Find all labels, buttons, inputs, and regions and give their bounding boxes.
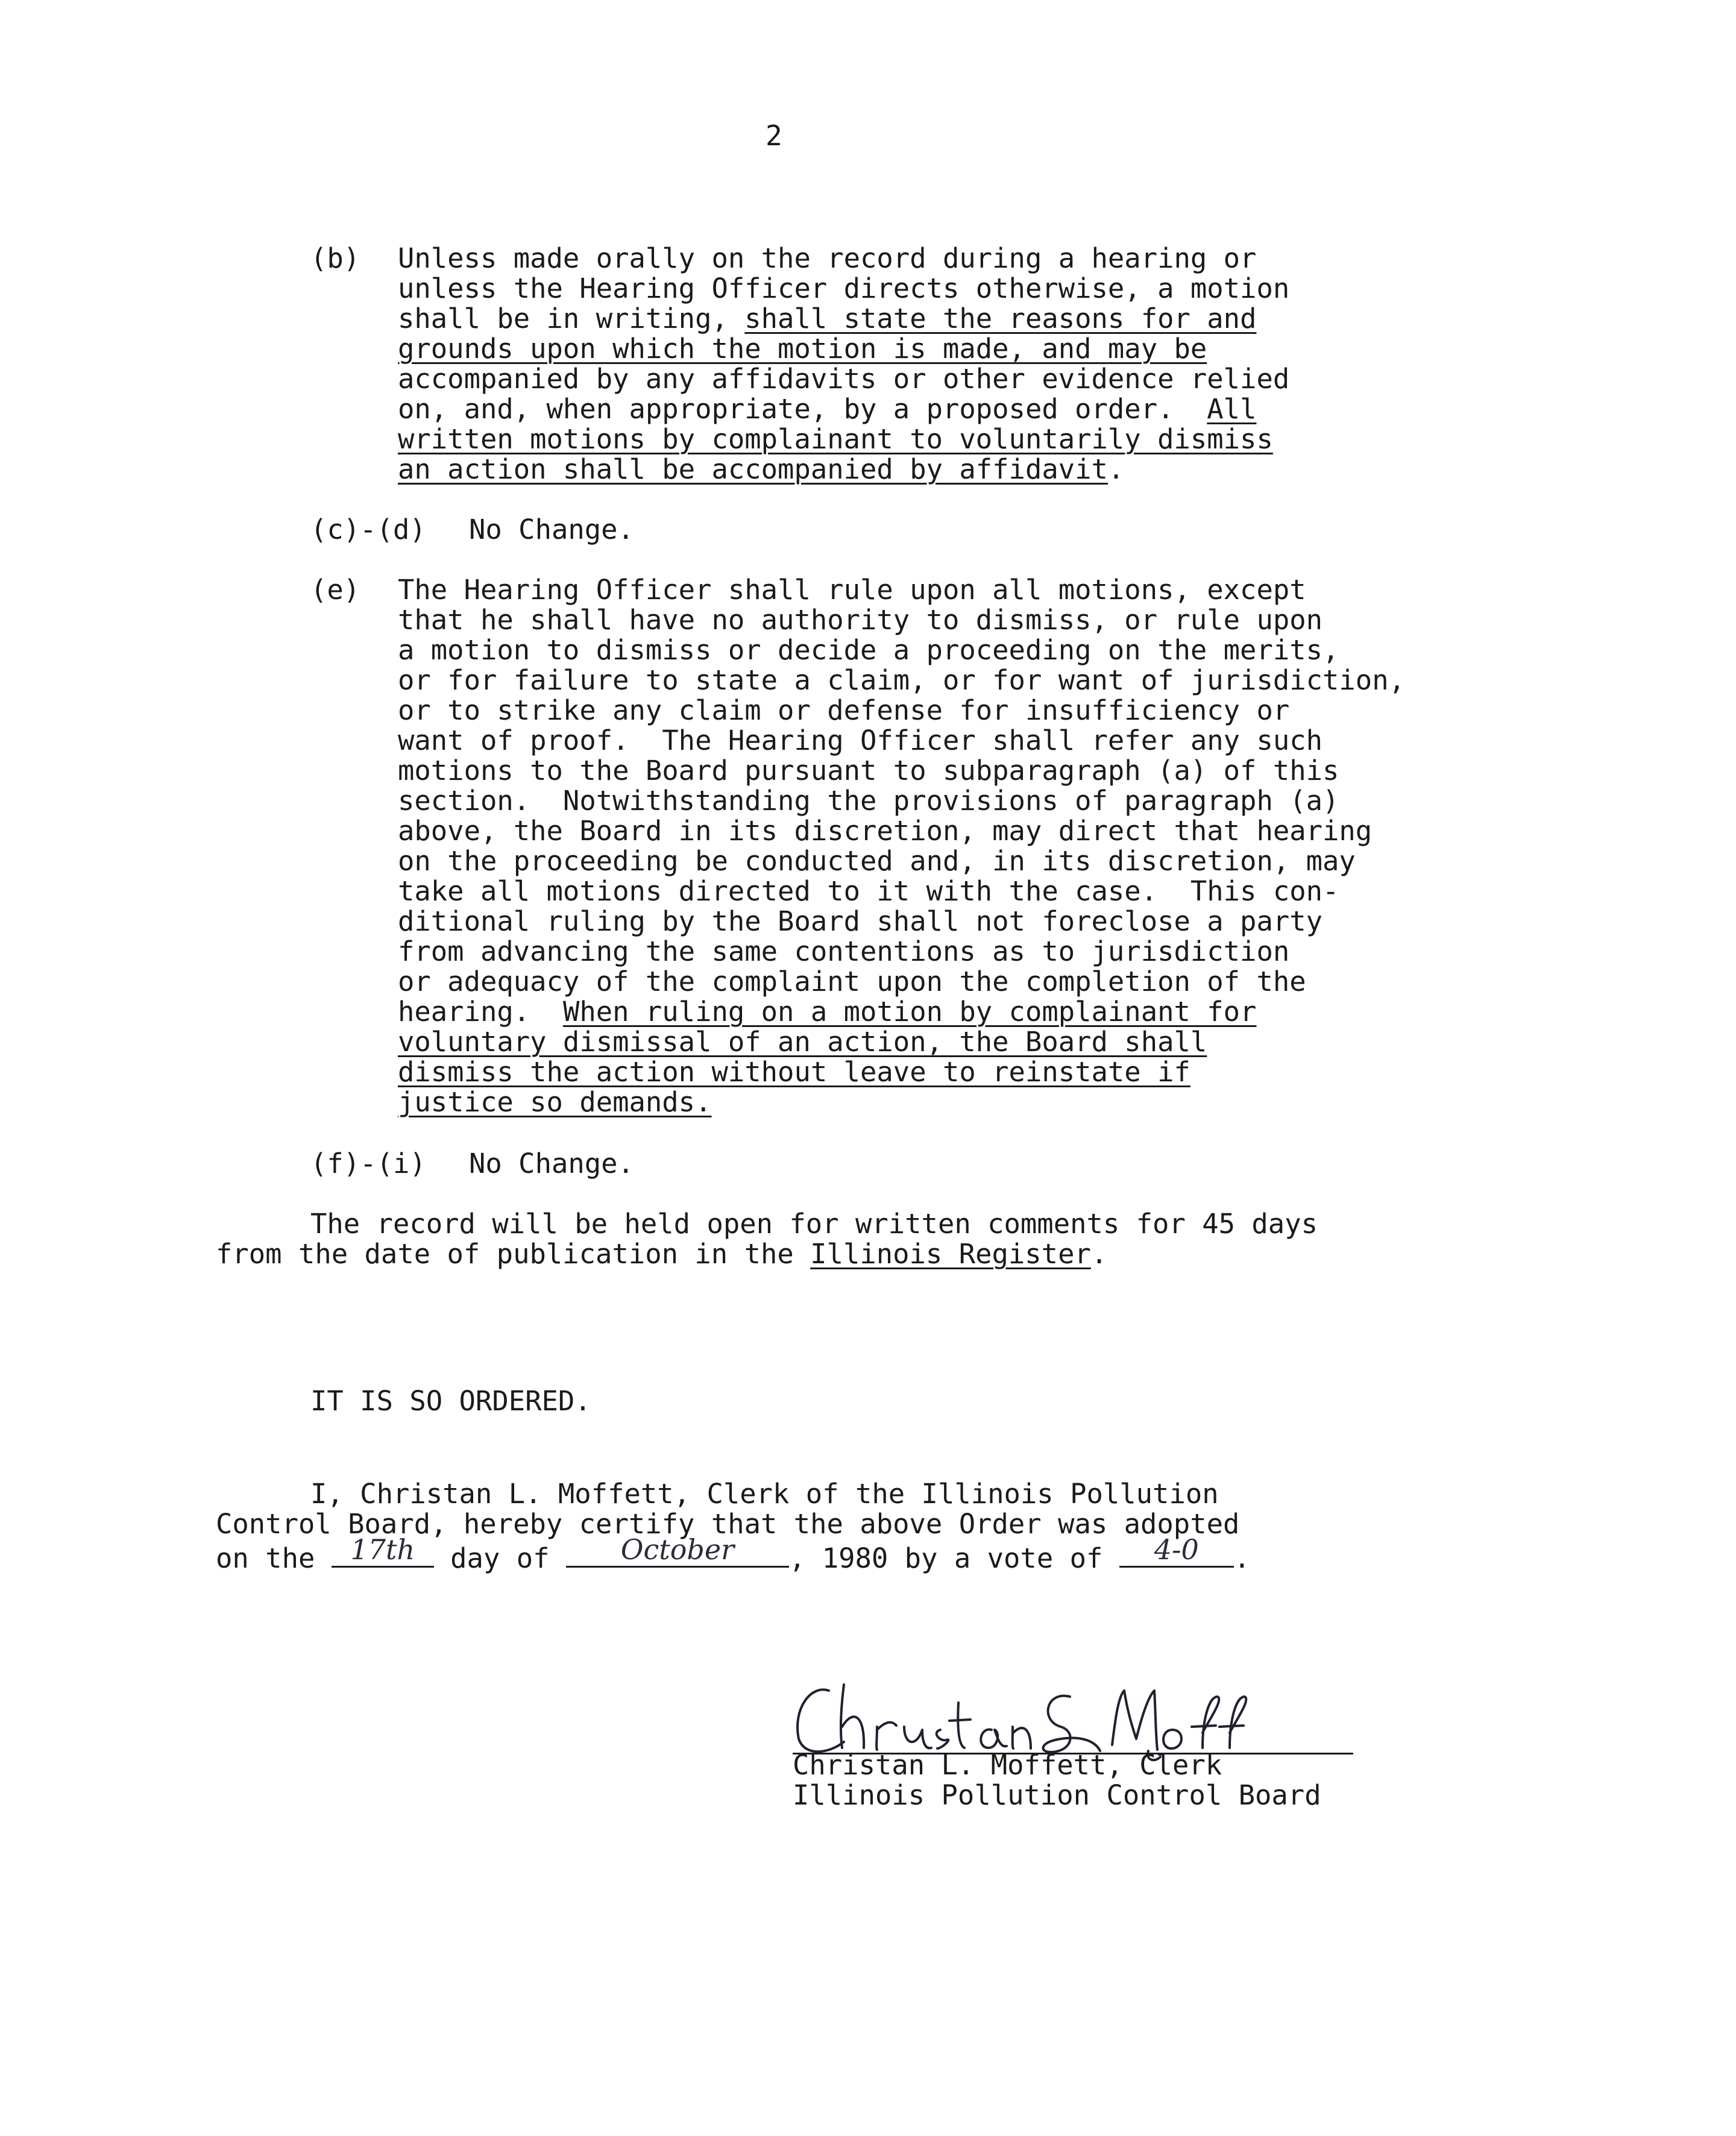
text-line xyxy=(398,424,1289,454)
text-segment: on the proceeding be conducted and, in its discretion, may xyxy=(398,845,1356,877)
register-title: Illinois Register xyxy=(810,1238,1091,1270)
day-blank xyxy=(332,1533,434,1568)
text-line xyxy=(398,846,1405,876)
underlined-amendment: shall state the reasons for and xyxy=(744,303,1257,335)
vote-blank xyxy=(1119,1533,1234,1568)
text-segment: The Hearing Officer shall rule upon all motions, except xyxy=(398,574,1306,606)
text-segment: or adequacy of the complaint upon the completion of the xyxy=(398,966,1306,997)
text-line xyxy=(398,394,1289,424)
text-line xyxy=(398,364,1289,394)
text-line xyxy=(398,243,1289,274)
text-segment: section. Notwithstanding the provisions of paragraph (a) xyxy=(398,785,1339,817)
underlined-amendment: dismiss the action without leave to reinstate if xyxy=(398,1056,1190,1088)
page-number: 2 xyxy=(766,119,782,152)
text-line xyxy=(398,786,1405,816)
text-segment: unless the Hearing Officer directs otherwise, a motion xyxy=(398,272,1290,304)
section-e-label: (e) xyxy=(310,574,360,606)
month-blank xyxy=(566,1533,789,1568)
signatory-name: Christan L. Moffett, Clerk xyxy=(793,1749,1222,1781)
month-handwritten: October xyxy=(620,1533,735,1566)
vote-handwritten: 4-0 xyxy=(1154,1533,1199,1566)
record-line-2: from the date of publication in the Illinois Register. xyxy=(216,1238,1108,1270)
section-b-text xyxy=(398,243,1289,485)
text-line xyxy=(398,997,1405,1027)
text-segment: on, and, when appropriate, by a proposed order. xyxy=(398,393,1207,425)
underlined-amendment: voluntary dismissal of an action, the Board shall xyxy=(398,1026,1207,1058)
text-segment: Unless made orally on the record during a hearing or xyxy=(398,242,1257,274)
underlined-amendment: grounds upon which the motion is made, and may be xyxy=(398,333,1207,365)
text-line xyxy=(398,1027,1405,1057)
cert-line-2: Control Board, hereby certify that the above Order was adopted xyxy=(216,1508,1240,1540)
text-line xyxy=(398,1087,1405,1117)
so-ordered: IT IS SO ORDERED. xyxy=(310,1385,591,1417)
text-line xyxy=(398,816,1405,846)
text-segment: or for failure to state a claim, or for want of jurisdiction, xyxy=(398,664,1405,696)
text-line xyxy=(398,967,1405,997)
text-line xyxy=(398,906,1405,937)
text-line xyxy=(398,696,1405,726)
text-segment: accompanied by any affidavits or other evidence relied xyxy=(398,363,1290,395)
text-line xyxy=(398,1057,1405,1087)
cert-line-3: on the 17th day of October , 1980 by a vote of 4-0 . xyxy=(216,1533,1251,1574)
section-cd-text: No Change. xyxy=(469,514,634,545)
text-line xyxy=(398,635,1405,665)
text-line xyxy=(398,334,1289,364)
text-segment: above, the Board in its discretion, may direct that hearing xyxy=(398,815,1373,847)
text-segment: from advancing the same contentions as to jurisdiction xyxy=(398,935,1290,967)
section-fi-text: No Change. xyxy=(469,1148,634,1180)
text-segment: take all motions directed to it with the case. This con- xyxy=(398,875,1339,907)
text-segment: . xyxy=(1107,453,1125,485)
text-line xyxy=(398,575,1405,605)
text-line xyxy=(398,756,1405,786)
signatory-org: Illinois Pollution Control Board xyxy=(793,1779,1321,1811)
underlined-amendment: written motions by complainant to voluntarily dismiss xyxy=(398,423,1273,455)
section-e-text xyxy=(398,575,1405,1117)
text-segment: that he shall have no authority to dismiss, or rule upon xyxy=(398,604,1323,636)
day-handwritten: 17th xyxy=(350,1533,415,1566)
text-segment: a motion to dismiss or decide a proceeding on the merits, xyxy=(398,634,1339,666)
text-line xyxy=(398,726,1405,756)
record-line-1: The record will be held open for written comments for 45 days xyxy=(310,1208,1318,1240)
text-line xyxy=(398,876,1405,906)
text-line xyxy=(398,665,1405,696)
underlined-amendment: an action shall be accompanied by affidavit xyxy=(398,453,1108,485)
text-segment: or to strike any claim or defense for insufficiency or xyxy=(398,694,1290,726)
text-segment: shall be in writing, xyxy=(398,303,745,335)
text-line xyxy=(398,304,1289,334)
text-line xyxy=(398,274,1289,304)
section-cd-label: (c)-(d) xyxy=(310,514,426,545)
cert-line-1: I, Christan L. Moffett, Clerk of the Illinois Pollution xyxy=(310,1478,1219,1510)
text-segment: want of proof. The Hearing Officer shall refer any such xyxy=(398,724,1323,756)
text-segment: motions to the Board pursuant to subparagraph (a) of this xyxy=(398,755,1339,787)
text-segment: ditional ruling by the Board shall not foreclose a party xyxy=(398,905,1323,937)
text-segment: hearing. xyxy=(398,996,563,1028)
section-fi-label: (f)-(i) xyxy=(310,1148,426,1180)
text-line xyxy=(398,605,1405,635)
underlined-amendment: justice so demands. xyxy=(398,1086,712,1118)
text-line xyxy=(398,937,1405,967)
underlined-amendment: When ruling on a motion by complainant for xyxy=(562,996,1257,1028)
section-b-label: (b) xyxy=(310,242,360,274)
underlined-amendment: All xyxy=(1207,393,1257,425)
text-line xyxy=(398,454,1289,485)
